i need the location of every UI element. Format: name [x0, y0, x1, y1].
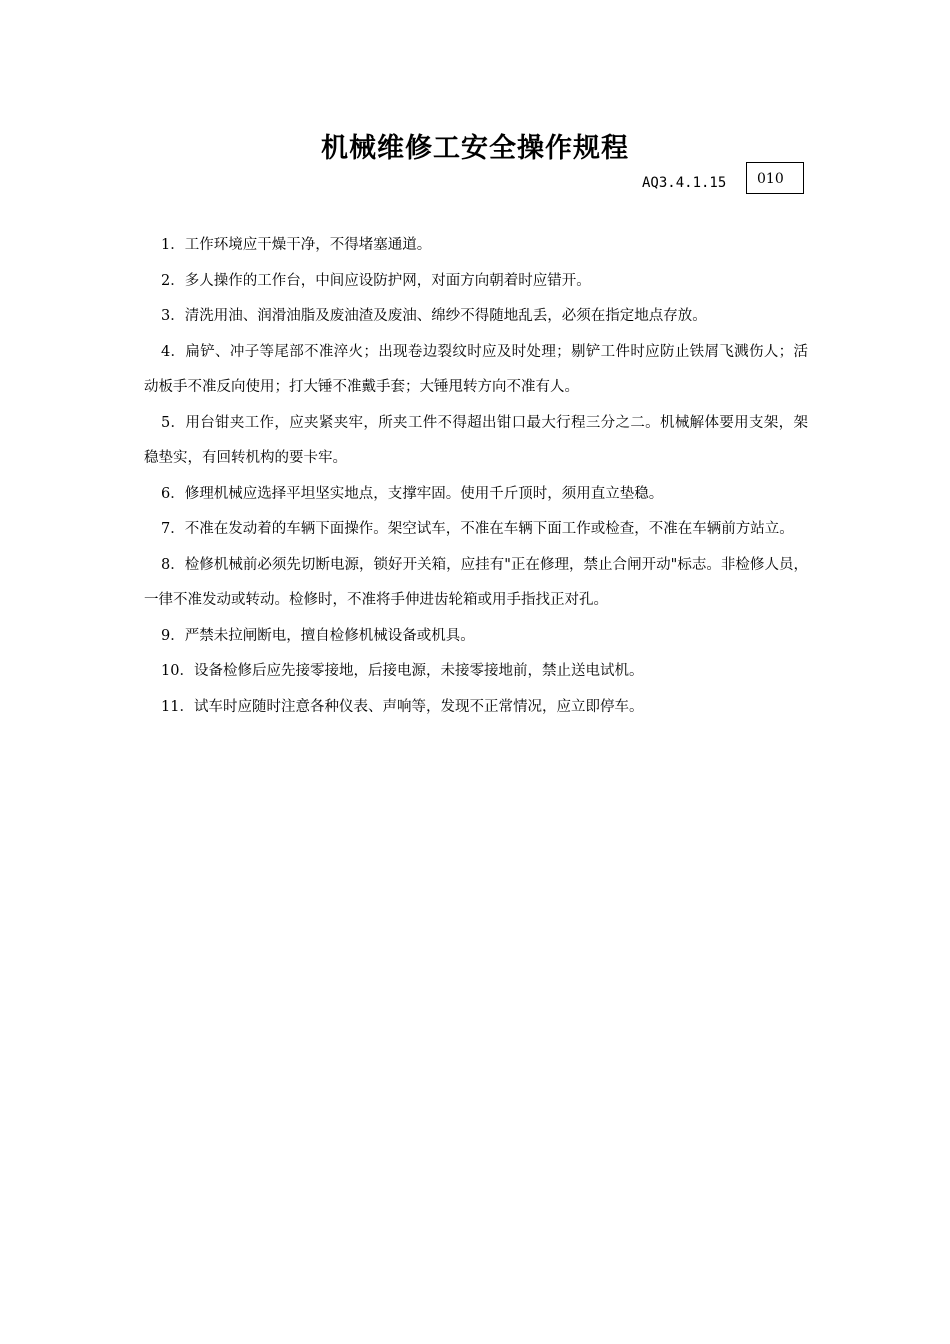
rule-item: 8．检修机械前必须先切断电源，锁好开关箱，应挂有"正在修理，禁止合闸开动"标志。非检修人员，一律不准发动或转动。检修时，不准将手伸进齿轮箱或用手指找正对孔。: [144, 556, 808, 608]
document-code-row: [600, 162, 806, 196]
rule-item: 1．工作环境应干燥干净，不得堵塞通道。: [161, 237, 432, 253]
rule-item: 4．扁铲、冲子等尾部不准淬火；出现卷边裂纹时应及时处理；剔铲工件时应防止铁屑飞溅伤人；活动板手不准反向使用；打大锤不准戴手套；大锤甩转方向不准有人。: [144, 343, 808, 395]
rule-item: 5．用台钳夹工作，应夹紧夹牢，所夹工件不得超出钳口最大行程三分之二。机械解体要用支架，架稳垫实，有回转机构的要卡牢。: [144, 414, 808, 466]
document-title: 机械维修工安全操作规程: [321, 133, 629, 164]
document-code: AQ3.4.1.15: [642, 175, 727, 191]
rule-item: 11．试车时应随时注意各种仪表、声响等，发现不正常情况，应立即停车。: [161, 698, 644, 715]
rule-item: 6．修理机械应选择平坦坚实地点，支撑牢固。使用千斤顶时，须用直立垫稳。: [161, 485, 664, 502]
document-number-box: 010: [746, 162, 804, 194]
rule-item: 7．不准在发动着的车辆下面操作。架空试车，不准在车辆下面工作或检查，不准在车辆前方站立。: [161, 521, 794, 537]
rule-item: 2．多人操作的工作台，中间应设防护网，对面方向朝着时应错开。: [161, 272, 591, 289]
rule-item: 3．清洗用油、润滑油脂及废油渣及废油、绵纱不得随地乱丢，必须在指定地点存放。: [161, 308, 707, 324]
rules-list: [144, 228, 808, 725]
rule-item: 9．严禁未拉闸断电，擅自检修机械设备或机具。: [161, 627, 475, 644]
rule-item: 10．设备检修后应先接零接地，后接电源，未接零接地前，禁止送电试机。: [161, 663, 644, 679]
